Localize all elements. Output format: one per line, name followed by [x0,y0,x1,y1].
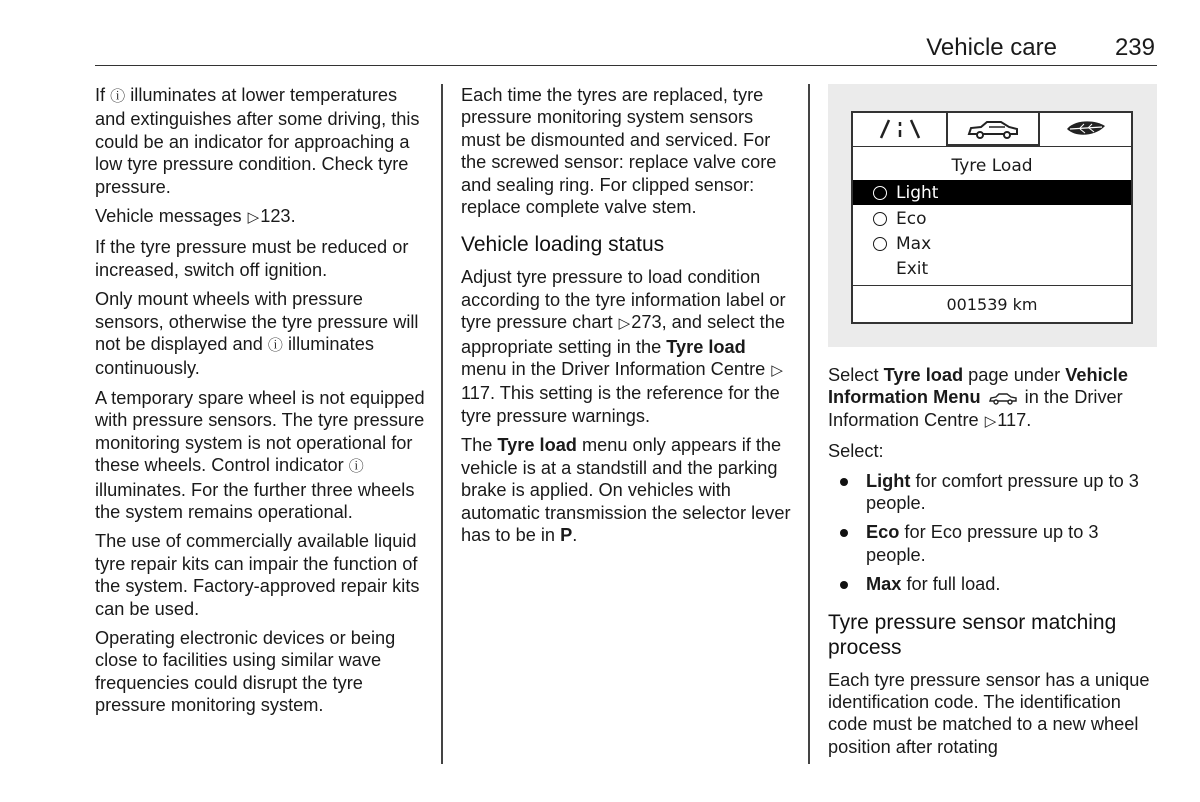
list-item: Eco for Eco pressure up to 3 people. [828,521,1160,566]
tab-road[interactable] [853,113,946,145]
paragraph: The Tyre load menu only appears if the vehicle is at a standstill and the parking brake is applied. On vehicles with automatic transmission the selector lever has to be in P. [461,435,791,545]
column-3 [828,364,1160,765]
paragraph: The use of commercially available liquid tyre repair kits can impair the function of the system. Factory-approved repair kits can be used. [95,531,420,619]
page-reference-arrow-icon: ▷ [618,315,631,333]
page-reference-arrow-icon: ▷ [984,412,997,430]
paragraph: Each tyre pressure sensor has a unique identification code. The identification code must be matched to a new wheel position after rotating [828,669,1150,757]
paragraph: Select Tyre load page under Vehicle Information Menu in the Driver Information Centre ▷117. [828,364,1160,433]
page-reference[interactable]: 117 [461,383,490,404]
page-reference[interactable]: 117 [997,409,1027,430]
paragraph: Adjust tyre pressure to load condition according to the tyre information label or tyre pressure chart ▷273, and select the appropriate setting in the Tyre load menu in the Driver Information Centre ▷117. This setting is the reference for the tyre pressure warnings. [461,267,786,426]
driver-info-display-figure [828,84,1157,347]
display-screen [851,111,1133,324]
paragraph: Select: [828,441,884,462]
column-divider [441,84,443,764]
option-exit[interactable]: Exit [896,258,929,279]
paragraph: If the tyre pressure must be reduced or increased, switch off ignition. [95,237,409,280]
paragraph: A temporary spare wheel is not equipped with pressure sensors. The tyre pressure monitoring system is not operational for these wheels. Control indicator ⓘ illuminates. For the further three wheels the system remains operational. [95,387,425,522]
road-lane-icon [877,118,923,140]
section-heading: Tyre pressure sensor matching process [828,610,1117,659]
tyre-warning-icon: ⓘ [110,88,126,105]
car-icon [965,118,1021,140]
radio-circle-icon [873,212,887,226]
odometer-readout: 001539 km [853,285,1131,322]
tab-vehicle[interactable] [946,113,1040,146]
page-header [95,30,1157,66]
page-reference-arrow-icon: ▷ [247,209,260,227]
option-max[interactable]: Max [853,231,1131,256]
display-tabs [853,113,1131,147]
option-eco[interactable]: Eco [853,206,1131,231]
list-item: Max for full load. [828,573,1160,595]
car-icon [988,392,1018,405]
paragraph: Each time the tyres are replaced, tyre pressure monitoring system sensors must be dismounted and serviced. For the screwed sensor: replace valve core and sealing ring. For clipped sensor: replace complete valve stem. [461,85,777,218]
list-item: Light for comfort pressure up to 3 people. [828,470,1160,515]
display-title: Tyre Load [951,156,1033,176]
option-light[interactable]: Light [853,180,1131,205]
column-2 [461,84,796,553]
radio-circle-icon [873,237,887,251]
column-1 [95,84,430,724]
paragraph: If ⓘ illuminates at lower temperatures and extinguishes after some driving, this could be an indicator for approaching a low tyre pressure condition. Check tyre pressure. [95,85,420,197]
paragraph: Operating electronic devices or being close to facilities using similar wave frequencies could disrupt the tyre pressure monitoring system. [95,627,396,716]
load-options-list [828,470,1160,596]
paragraph: Vehicle messages ▷123. [95,205,430,229]
tyre-warning-icon: ⓘ [348,458,364,476]
leaf-icon [1064,118,1108,140]
radio-circle-icon [873,186,887,200]
column-divider [808,84,810,764]
page-number: 239 [1114,34,1155,61]
section-heading: Vehicle loading status [461,233,665,257]
page-reference[interactable]: 273 [631,312,662,333]
section-title: Vehicle care [926,34,1057,61]
page-reference-arrow-icon: ▷ [771,362,783,380]
tab-eco[interactable] [1040,113,1131,145]
paragraph: Only mount wheels with pressure sensors, otherwise the tyre pressure will not be displayed and ⓘ illuminates continuously. [95,289,419,379]
tyre-warning-icon: ⓘ [267,337,283,355]
page-reference[interactable]: 123 [260,206,291,227]
